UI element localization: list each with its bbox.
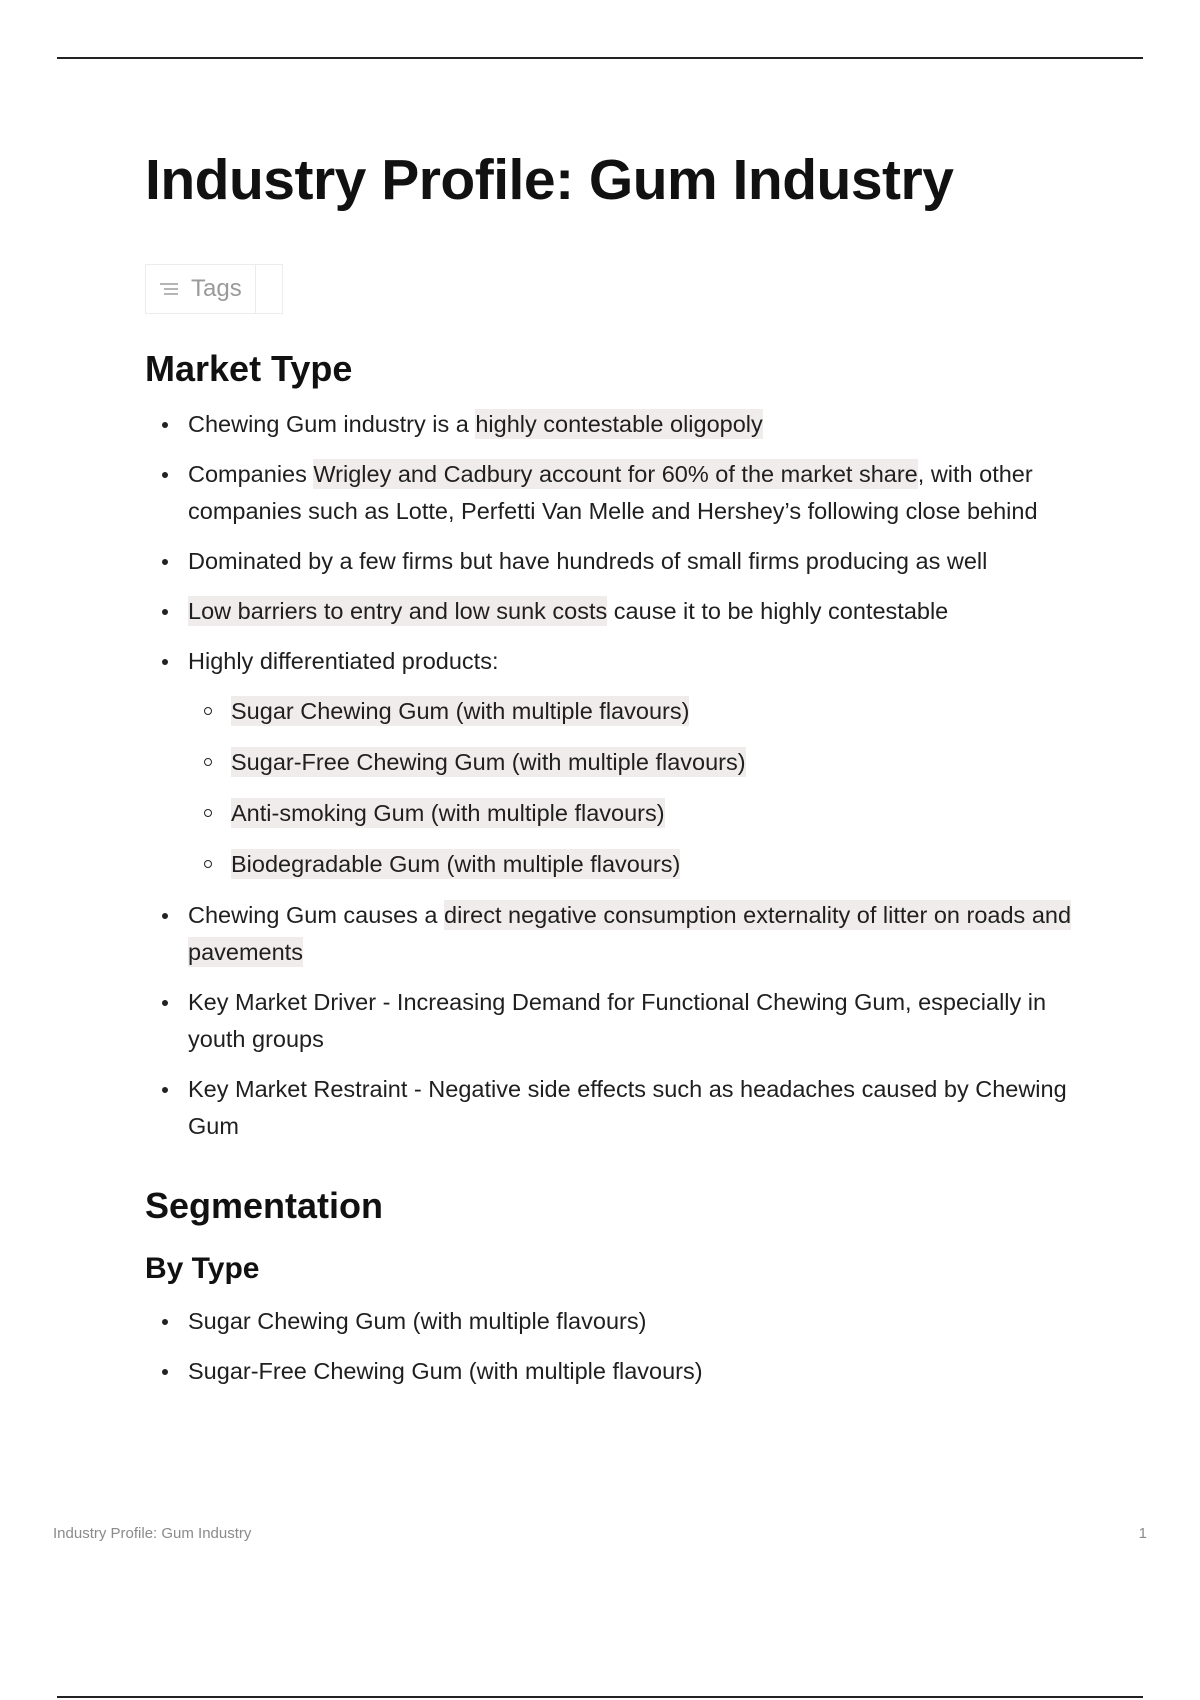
highlighted-text: Anti-smoking Gum (with multiple flavours) (231, 800, 665, 826)
page-title: Industry Profile: Gum Industry (145, 148, 954, 212)
item-text: Companies (188, 461, 314, 487)
list-item (145, 984, 1095, 1058)
bottom-rule (57, 1696, 1143, 1698)
highlighted-text: Low barriers to entry and low sunk costs (188, 598, 608, 624)
item-text: Sugar-Free Chewing Gum (with multiple flavours) (188, 1358, 703, 1384)
by-type-list (145, 1303, 1095, 1390)
list-item (145, 643, 1095, 883)
tags-property[interactable] (145, 264, 283, 314)
list-item (145, 543, 1095, 580)
list-item (145, 593, 1095, 630)
item-text: Highly differentiated products: (188, 648, 499, 674)
list-item (145, 897, 1095, 971)
item-text: cause it to be highly contestable (607, 598, 949, 624)
highlighted-text: Wrigley and Cadbury account for 60% of the market share (313, 461, 918, 487)
sub-list-item (188, 744, 1095, 781)
highlighted-text: highly contestable oligopoly (475, 411, 763, 437)
highlighted-text: direct negative consumption externality of litter on roads and pavements (188, 902, 1072, 965)
list-item (145, 406, 1095, 443)
market-type-list (145, 406, 1095, 1145)
list-item (145, 1353, 1095, 1390)
list-icon (160, 282, 178, 296)
sub-list-item (188, 795, 1095, 832)
item-text: Chewing Gum causes a (188, 902, 445, 928)
sub-list-item (188, 693, 1095, 730)
top-rule (57, 57, 1143, 59)
product-sublist (188, 693, 1095, 883)
tags-value-cell[interactable] (256, 265, 282, 313)
by-type-heading: By Type (145, 1252, 260, 1285)
document-body (145, 140, 1095, 1403)
list-item (145, 1303, 1095, 1340)
item-text: Sugar Chewing Gum (with multiple flavours) (188, 1308, 647, 1334)
footer-title: Industry Profile: Gum Industry (53, 1525, 252, 1542)
market-type-heading: Market Type (145, 348, 353, 389)
item-text: Key Market Restraint - Negative side effects such as headaches caused by Chewing Gum (188, 1076, 1067, 1139)
list-item (145, 456, 1095, 530)
list-item (145, 1071, 1095, 1145)
tags-label-cell[interactable] (146, 265, 256, 313)
sub-list-item (188, 846, 1095, 883)
highlighted-text: Sugar-Free Chewing Gum (with multiple flavours) (231, 749, 746, 775)
item-text: Dominated by a few firms but have hundreds of small firms producing as well (188, 548, 988, 574)
highlighted-text: Biodegradable Gum (with multiple flavours) (231, 851, 681, 877)
tags-label: Tags (191, 275, 242, 302)
item-text: Key Market Driver - Increasing Demand for Functional Chewing Gum, especially in youth groups (188, 989, 1047, 1052)
page-footer (53, 1525, 1147, 1542)
item-text: , with other companies such as Lotte, Perfetti Van Melle and Hershey’s following close behind (188, 461, 1038, 524)
item-text: Chewing Gum industry is a (188, 411, 476, 437)
segmentation-heading: Segmentation (145, 1185, 384, 1226)
page-number: 1 (1138, 1525, 1147, 1542)
highlighted-text: Sugar Chewing Gum (with multiple flavours) (231, 698, 690, 724)
